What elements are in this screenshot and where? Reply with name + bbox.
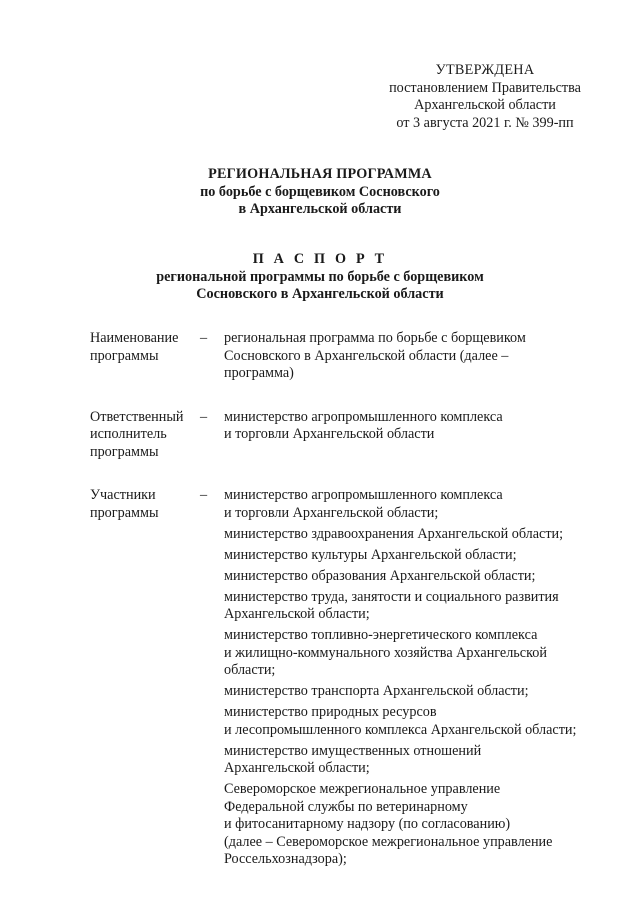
row-value-line: Сосновского в Архангельской области (далее –: [224, 347, 509, 364]
approval-stamp: [380, 62, 590, 132]
passport-table: [90, 330, 600, 869]
row-value-item: [224, 568, 600, 586]
row-value-item: [224, 781, 600, 869]
program-title: [0, 166, 640, 219]
row-value-line: области;: [224, 662, 276, 678]
approval-line: от 3 августа 2021 г. № 399-пп: [396, 114, 574, 131]
row-value-item: [224, 743, 600, 778]
row-value-line: министерство агропромышленного комплекса: [224, 408, 503, 425]
row-value-line: министерство образования Архангельской области;: [224, 567, 536, 584]
row-value-line: Североморское межрегиональное управление: [224, 781, 501, 797]
row-value-item: [224, 409, 600, 444]
row-value: [224, 487, 600, 869]
row-dash: –: [200, 408, 208, 425]
passport-heading: П А С П О Р Т: [252, 251, 388, 267]
row-value-line: министерство транспорта Архангельской области;: [224, 683, 529, 699]
row-value-line: и торговли Архангельской области: [224, 426, 435, 442]
row-value-line: министерство здравоохранения Архангельской области;: [224, 525, 564, 542]
row-label-line: программы: [90, 347, 159, 364]
row-dash: –: [200, 330, 208, 346]
row-label-line: Участники: [90, 487, 156, 503]
approval-line: Архангельской области: [414, 97, 556, 113]
row-value-item: [224, 683, 600, 701]
row-value-line: Федеральной службы по ветеринарному: [224, 798, 468, 815]
row-value-item: [224, 589, 600, 624]
row-value-line: министерство имущественных отношений: [224, 742, 482, 759]
row-value-line: и жилищно-коммунального хозяйства Архангельской: [224, 644, 547, 661]
row-value-line: министерство агропромышленного комплекса: [224, 487, 503, 503]
row-value-item: [224, 487, 600, 522]
passport-row: [90, 409, 600, 462]
row-value-item: [224, 526, 600, 544]
passport-row: [90, 487, 600, 869]
row-value-line: Архангельской области;: [224, 760, 370, 776]
row-value-item: [224, 704, 600, 739]
program-title-line: по борьбе с борщевиком Сосновского: [200, 183, 440, 200]
row-value-line: и фитосанитарному надзору (по согласованию): [224, 816, 511, 832]
row-label: [90, 409, 200, 462]
row-label-line: Ответственный: [90, 408, 184, 425]
row-value-line: программа): [224, 365, 294, 381]
row-value-item: [224, 547, 600, 565]
row-label-line: Наименование: [90, 330, 179, 346]
row-label-line: программы: [90, 443, 159, 460]
row-value-line: Архангельской области;: [224, 606, 370, 622]
program-title-main: РЕГИОНАЛЬНАЯ ПРОГРАММА: [208, 166, 432, 182]
row-dash: –: [200, 487, 208, 503]
row-value-line: министерство топливно-энергетического комплекса: [224, 627, 538, 643]
row-value-line: министерство культуры Архангельской области;: [224, 546, 517, 563]
row-value: [224, 330, 600, 383]
row-value-item: [224, 330, 600, 383]
row-value: [224, 409, 600, 462]
row-value-line: и торговли Архангельской области;: [224, 504, 439, 521]
row-value-line: (далее – Североморское межрегиональное управление: [224, 833, 553, 850]
row-value-line: и лесопромышленного комплекса Архангельской области;: [224, 721, 577, 738]
passport-subtitle-line: Сосновского в Архангельской области: [196, 286, 444, 302]
row-value-item: [224, 627, 600, 680]
approval-line: постановлением Правительства: [389, 79, 581, 96]
row-value-line: региональная программа по борьбе с борщевиком: [224, 330, 526, 346]
row-value-line: министерство природных ресурсов: [224, 704, 437, 720]
row-label-line: исполнитель: [90, 426, 167, 442]
row-label-line: программы: [90, 504, 159, 521]
approval-heading: УТВЕРЖДЕНА: [435, 62, 535, 78]
row-value-line: министерство труда, занятости и социального развития: [224, 588, 559, 605]
row-label: [90, 330, 200, 383]
passport-row: [90, 330, 600, 383]
passport-subtitle-line: региональной программы по борьбе с борщевиком: [156, 268, 484, 285]
row-value-line: Россельхознадзора);: [224, 851, 347, 867]
row-label: [90, 487, 200, 869]
program-title-line: в Архангельской области: [238, 201, 402, 217]
passport-heading-block: [0, 251, 640, 304]
